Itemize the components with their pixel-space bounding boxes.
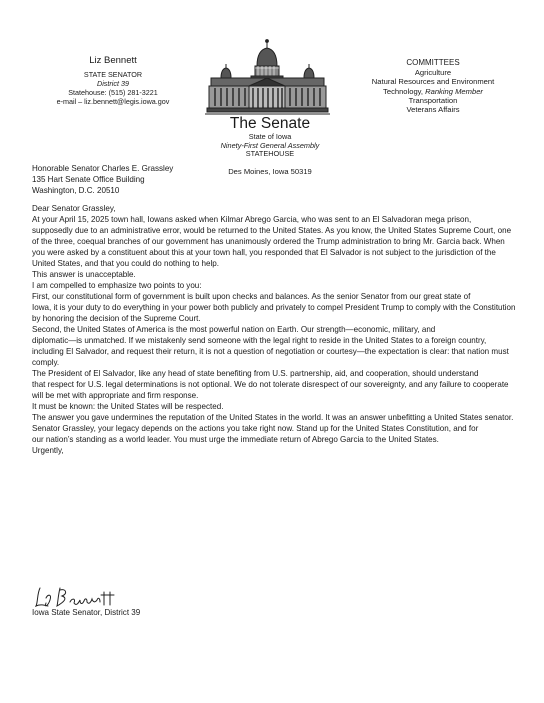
paragraph-line: Second, the United States of America is the most powerful nation on Earth. Our strength—economic, military, and — [32, 325, 436, 334]
paragraph: I am compelled to emphasize two points to you: — [32, 281, 202, 290]
letterhead-assembly: Ninety-First General Assembly — [220, 140, 320, 150]
paragraph-line: Senator Grassley, your legacy depends on the actions you take right now. Stand up for the United States Constitution, and for — [32, 424, 479, 433]
committees-block — [358, 58, 508, 114]
paragraph: our nation’s standing as a world leader. You must urge the immediate return of Abrego Garcia to the United States. — [32, 435, 439, 444]
sender-email: e-mail – liz.bennett@legis.iowa.gov — [56, 97, 170, 106]
paragraph: The answer you gave undermines the reputation of the United States in the world. It was an answer unbefitting a United States senator. — [32, 413, 514, 422]
paragraph: Iowa, it is your duty to do everything in your power both publicly and privately to compel President Trump to comply with the Constitution by honoring the decision of the Supreme Court. — [32, 303, 516, 323]
paragraph: supposedly due to an administrative error, would be returned to the United States. As you know, the United States Supreme Court, one of the three, coequal branches of our government has unanimously ordered the Trump administration to bring Mr. Garcia back. When you were asked by a constituent about this at your town hall, you responded that El Salvador is not subject to the jurisdiction of the United States, and that you could do nothing to help. — [32, 226, 512, 268]
letterhead-building: STATEHOUSE — [245, 149, 295, 159]
sender-block — [38, 55, 188, 106]
sender-district: District 39 — [97, 79, 129, 88]
recipient-line: Washington, D.C. 20510 — [32, 186, 120, 195]
committee-item: Agriculture — [414, 68, 452, 78]
closing: Urgently, — [32, 446, 64, 455]
committee-item: Transportation — [408, 95, 458, 105]
handwritten-signature — [34, 584, 154, 610]
capitol-building-seal — [205, 38, 330, 116]
letterhead-state: State of Iowa — [248, 132, 292, 141]
paragraph-line: First, our constitutional form of government is built upon checks and balances. As the senior Senator from our great state of — [32, 292, 471, 301]
sender-phone: Statehouse: (515) 281-3221 — [68, 88, 158, 97]
signature-title: Iowa State Senator, District 39 — [32, 608, 141, 617]
ranking-member-label: Ranking Member — [425, 86, 483, 96]
recipient-address — [32, 163, 517, 196]
committee-item-technology — [358, 87, 508, 96]
committees-header: COMMITTEES — [406, 58, 460, 67]
salutation: Dear Senator Grassley, — [32, 204, 116, 213]
paragraph: This answer is unacceptable. — [32, 270, 136, 279]
letter-body — [32, 163, 517, 456]
committee-technology-label: Technology, — [383, 86, 426, 96]
paragraph: diplomatic—is unmatched. If we mistakenly send someone with the legal right to reside in the United States to a foreign country, including El Salvador, and request their return, it is not a question of negotiation or courtesy—the expectation is clear: that nation must comply. — [32, 336, 509, 367]
sender-title: STATE SENATOR — [83, 70, 143, 79]
paragraph: It must be known: the United States will be respected. — [32, 402, 224, 411]
paragraph: that respect for U.S. legal determinations is not optional. We do not tolerate disrespect of our sovereignty, and any failure to cooperate will be met with appropriate and firm response. — [32, 380, 509, 400]
letterhead-title: The Senate — [229, 115, 311, 132]
recipient-line: Honorable Senator Charles E. Grassley — [32, 164, 174, 173]
paragraph-line: The President of El Salvador, like any head of state benefiting from U.S. partnership, aid, and cooperation, should understand — [32, 369, 479, 378]
committee-item: Veterans Affairs — [406, 105, 460, 115]
committee-item: Natural Resources and Environment — [371, 77, 495, 87]
paragraph-line: At your April 15, 2025 town hall, Iowans asked when Kilmar Abrego Garcia, who was sent to an El Salvadoran mega prison, — [32, 215, 472, 224]
sender-name: Liz Bennett — [89, 55, 137, 66]
recipient-line: 135 Hart Senate Office Building — [32, 175, 145, 184]
letterhead-city: Des Moines, Iowa 50319 — [228, 166, 312, 176]
